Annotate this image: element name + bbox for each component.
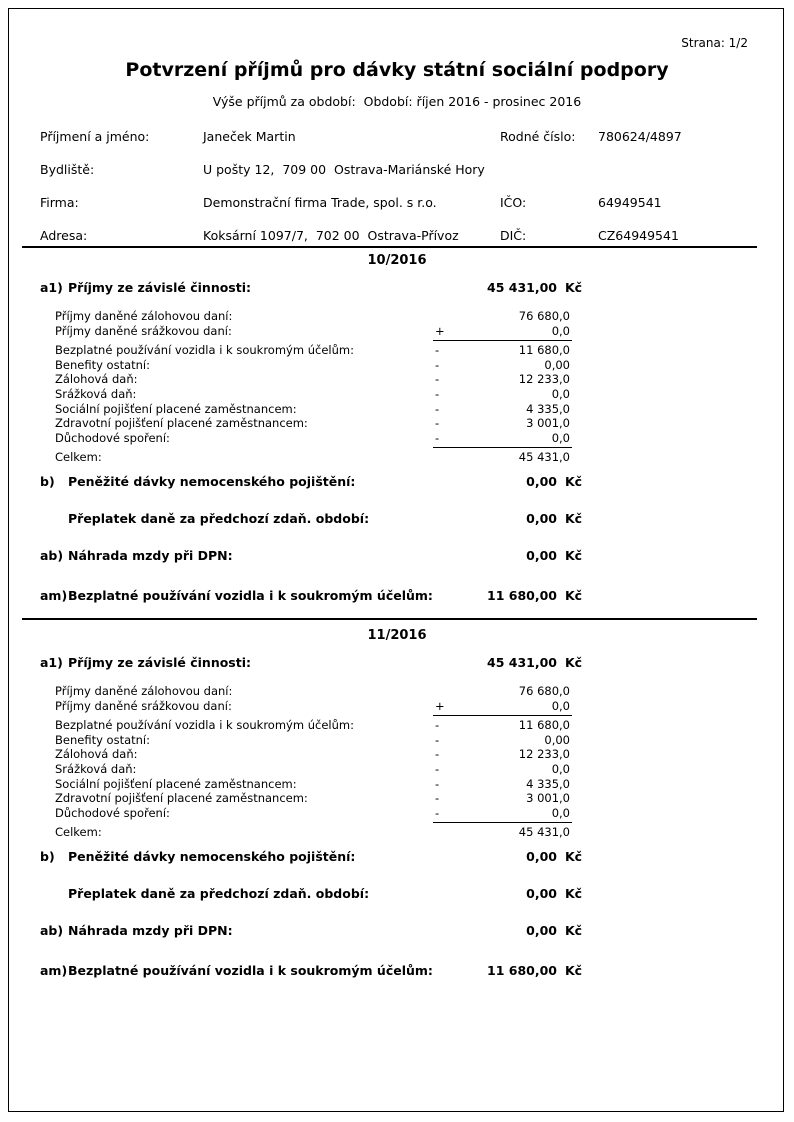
detail-sign: - bbox=[435, 761, 440, 776]
info-value-2: 64949541 bbox=[598, 195, 662, 210]
detail-row bbox=[0, 372, 794, 387]
detail-sign: - bbox=[435, 732, 440, 747]
sum-rule-line bbox=[433, 340, 572, 341]
row-label: Peněžité dávky nemocenského pojištění: bbox=[68, 473, 356, 489]
a1-income-row bbox=[0, 280, 794, 296]
row-value: 45 431,00 bbox=[487, 280, 557, 295]
info-label-2: Rodné číslo: bbox=[500, 129, 576, 144]
detail-row bbox=[0, 358, 794, 373]
row-label: Přeplatek daně za předchozí zdaň. období: bbox=[68, 885, 370, 901]
detail-value: 11 680,0 bbox=[518, 343, 570, 358]
sum-rule-line bbox=[433, 822, 572, 823]
row-prefix: b) bbox=[40, 848, 55, 864]
detail-sign: + bbox=[435, 323, 445, 338]
detail-sign: - bbox=[435, 386, 440, 401]
detail-sign: - bbox=[435, 401, 440, 416]
row-prefix: ab) bbox=[40, 922, 64, 938]
currency-label: Kč bbox=[565, 473, 583, 489]
detail-row bbox=[0, 402, 794, 417]
detail-value: 4 335,0 bbox=[526, 401, 570, 416]
summary-row-ab bbox=[0, 923, 794, 939]
info-row-address-home bbox=[0, 162, 794, 195]
detail-sign: - bbox=[435, 357, 440, 372]
detail-label: Zdravotní pojišťení placené zaměstnancem: bbox=[55, 791, 308, 806]
section-month-2 bbox=[0, 625, 794, 979]
detail-sign: + bbox=[435, 698, 445, 713]
detail-label: Bezplatné používání vozidla i k soukromým účelům: bbox=[55, 718, 354, 733]
row-value: 45 431,00 bbox=[487, 655, 557, 670]
row-label: Příjmy ze závislé činnosti: bbox=[68, 280, 252, 295]
detail-row bbox=[0, 343, 794, 358]
row-value: 0,00 bbox=[526, 547, 557, 563]
detail-label: Bezplatné používání vozidla i k soukromým účelům: bbox=[55, 343, 354, 358]
row-prefix: b) bbox=[40, 473, 55, 489]
summary-row-overpayment bbox=[0, 886, 794, 902]
detail-value: 3 001,0 bbox=[526, 791, 570, 806]
detail-label: Příjmy daněné zálohovou daní: bbox=[55, 309, 233, 323]
info-value: U pošty 12, 709 00 Ostrava-Mariánské Hory bbox=[203, 162, 485, 177]
document-title: Potvrzení příjmů pro dávky státní sociální podpory bbox=[125, 59, 669, 81]
summary-row-b bbox=[0, 849, 794, 865]
currency-label: Kč bbox=[565, 655, 583, 670]
row-prefix: a1) bbox=[40, 655, 63, 670]
info-value: Janeček Martin bbox=[203, 129, 296, 144]
info-row-name bbox=[0, 129, 794, 162]
info-label-2: DIČ: bbox=[500, 228, 527, 243]
header-info bbox=[0, 129, 794, 261]
row-label: Náhrada mzdy při DPN: bbox=[68, 547, 233, 563]
detail-label: Příjmy daněné zálohovou daní: bbox=[55, 684, 233, 698]
detail-label: Příjmy daněné srážkovou daní: bbox=[55, 323, 232, 338]
detail-row bbox=[0, 324, 794, 339]
row-label: Příjmy ze závislé činnosti: bbox=[68, 655, 252, 670]
detail-row bbox=[0, 416, 794, 431]
detail-label: Zálohová daň: bbox=[55, 372, 138, 387]
detail-value: 4 335,0 bbox=[526, 776, 570, 791]
detail-sign: - bbox=[435, 343, 440, 358]
detail-value: 76 680,0 bbox=[518, 684, 570, 698]
detail-sign: - bbox=[435, 430, 440, 445]
detail-value: 76 680,0 bbox=[518, 309, 570, 323]
info-label: Adresa: bbox=[40, 228, 88, 243]
detail-row bbox=[0, 684, 794, 699]
detail-value: 0,0 bbox=[551, 386, 570, 401]
detail-value: 12 233,0 bbox=[518, 372, 570, 387]
detail-label: Zálohová daň: bbox=[55, 747, 138, 762]
section-divider-line bbox=[22, 618, 757, 620]
detail-label: Sociální pojišťení placené zaměstnancem: bbox=[55, 401, 297, 416]
detail-value: 0,0 bbox=[551, 698, 570, 713]
detail-value: 0,00 bbox=[544, 732, 570, 747]
detail-row bbox=[0, 777, 794, 792]
detail-sign: - bbox=[435, 718, 440, 733]
summary-row-am bbox=[0, 588, 794, 604]
row-prefix: am) bbox=[40, 962, 68, 978]
currency-label: Kč bbox=[565, 280, 583, 295]
detail-row bbox=[0, 806, 794, 821]
summary-row-overpayment bbox=[0, 511, 794, 527]
detail-sign: - bbox=[435, 791, 440, 806]
row-prefix: ab) bbox=[40, 547, 64, 563]
row-value: 11 680,00 bbox=[487, 587, 557, 603]
detail-label: Srážková daň: bbox=[55, 761, 137, 776]
detail-row bbox=[0, 699, 794, 714]
detail-label: Benefity ostatní: bbox=[55, 732, 150, 747]
detail-label: Příjmy daněné srážkovou daní: bbox=[55, 698, 232, 713]
total-value: 45 431,0 bbox=[518, 825, 570, 840]
row-label: Náhrada mzdy při DPN: bbox=[68, 922, 233, 938]
detail-value: 11 680,0 bbox=[518, 718, 570, 733]
row-label: Peněžité dávky nemocenského pojištění: bbox=[68, 848, 356, 864]
detail-value: 0,0 bbox=[551, 805, 570, 820]
info-label: Bydliště: bbox=[40, 162, 95, 177]
detail-sign: - bbox=[435, 416, 440, 431]
detail-value: 0,0 bbox=[551, 761, 570, 776]
row-value: 0,00 bbox=[526, 473, 557, 489]
currency-label: Kč bbox=[565, 962, 583, 978]
currency-label: Kč bbox=[565, 848, 583, 864]
row-value: 0,00 bbox=[526, 510, 557, 526]
total-label: Celkem: bbox=[55, 825, 102, 840]
row-label: Bezplatné používání vozidla i k soukromým účelům: bbox=[68, 962, 433, 978]
detail-row bbox=[0, 762, 794, 777]
summary-row-b bbox=[0, 474, 794, 490]
detail-row bbox=[0, 733, 794, 748]
sum-rule-line bbox=[433, 447, 572, 448]
summary-row-ab bbox=[0, 548, 794, 564]
info-value-2: CZ64949541 bbox=[598, 228, 679, 243]
row-label: Přeplatek daně za předchozí zdaň. období: bbox=[68, 510, 370, 526]
detail-row bbox=[0, 718, 794, 733]
row-label: Bezplatné používání vozidla i k soukromým účelům: bbox=[68, 587, 433, 603]
summary-row-am bbox=[0, 963, 794, 979]
section-month-title: 11/2016 bbox=[367, 628, 427, 643]
info-label: Firma: bbox=[40, 195, 79, 210]
info-value: Koksární 1097/7, 702 00 Ostrava-Přívoz bbox=[203, 228, 459, 243]
total-label: Celkem: bbox=[55, 450, 102, 465]
detail-value: 12 233,0 bbox=[518, 747, 570, 762]
info-label: Příjmení a jméno: bbox=[40, 129, 150, 144]
total-row bbox=[0, 450, 794, 465]
page-number: Strana: 1/2 bbox=[681, 36, 748, 50]
detail-label: Důchodové spoření: bbox=[55, 805, 170, 820]
currency-label: Kč bbox=[565, 587, 583, 603]
sum-rule-line bbox=[433, 715, 572, 716]
detail-value: 0,00 bbox=[544, 357, 570, 372]
section-month-1 bbox=[0, 250, 794, 604]
detail-row bbox=[0, 431, 794, 446]
info-divider-line bbox=[22, 246, 757, 248]
detail-label: Srážková daň: bbox=[55, 386, 137, 401]
detail-label: Zdravotní pojišťení placené zaměstnancem: bbox=[55, 416, 308, 431]
section-month-title: 10/2016 bbox=[367, 253, 427, 268]
currency-label: Kč bbox=[565, 922, 583, 938]
income-detail-list bbox=[0, 309, 794, 465]
row-value: 0,00 bbox=[526, 848, 557, 864]
row-value: 0,00 bbox=[526, 885, 557, 901]
detail-row bbox=[0, 387, 794, 402]
detail-sign: - bbox=[435, 776, 440, 791]
detail-sign: - bbox=[435, 372, 440, 387]
row-prefix: am) bbox=[40, 587, 68, 603]
row-value: 0,00 bbox=[526, 922, 557, 938]
detail-sign: - bbox=[435, 805, 440, 820]
info-value: Demonstrační firma Trade, spol. s r.o. bbox=[203, 195, 437, 210]
currency-label: Kč bbox=[565, 510, 583, 526]
detail-label: Sociální pojišťení placené zaměstnancem: bbox=[55, 776, 297, 791]
total-value: 45 431,0 bbox=[518, 450, 570, 465]
row-prefix: a1) bbox=[40, 280, 63, 295]
detail-label: Benefity ostatní: bbox=[55, 357, 150, 372]
a1-income-row bbox=[0, 655, 794, 671]
total-row bbox=[0, 825, 794, 840]
document-subtitle: Výše příjmů za období: Období: říjen 2016 - prosinec 2016 bbox=[212, 94, 582, 109]
detail-row bbox=[0, 747, 794, 762]
detail-sign: - bbox=[435, 747, 440, 762]
info-label-2: IČO: bbox=[500, 195, 527, 210]
info-row-company bbox=[0, 195, 794, 228]
detail-row bbox=[0, 791, 794, 806]
detail-value: 0,0 bbox=[551, 430, 570, 445]
currency-label: Kč bbox=[565, 885, 583, 901]
info-value-2: 780624/4897 bbox=[598, 129, 682, 144]
income-detail-list bbox=[0, 684, 794, 840]
detail-label: Důchodové spoření: bbox=[55, 430, 170, 445]
detail-value: 3 001,0 bbox=[526, 416, 570, 431]
detail-row bbox=[0, 309, 794, 324]
detail-value: 0,0 bbox=[551, 323, 570, 338]
currency-label: Kč bbox=[565, 547, 583, 563]
row-value: 11 680,00 bbox=[487, 962, 557, 978]
